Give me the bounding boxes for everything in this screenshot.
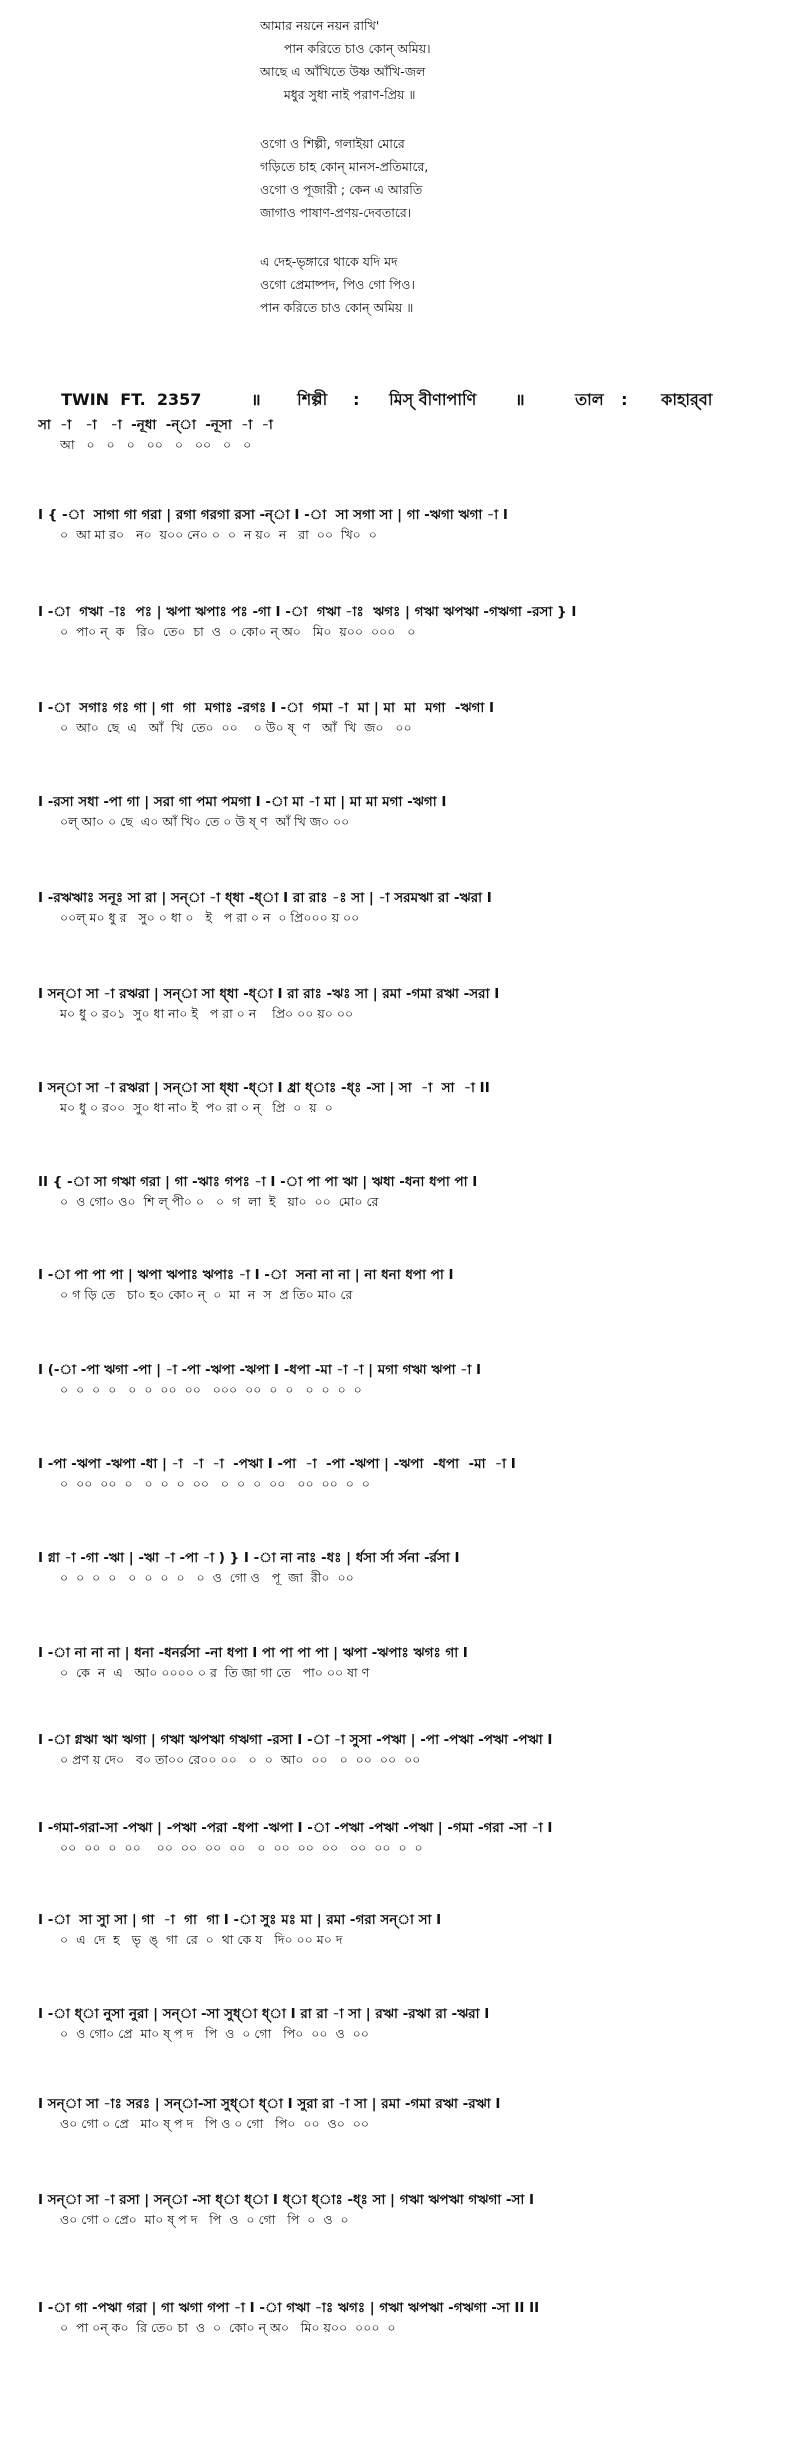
syllable-line: ০ ও গো০ ও০ শি ল্ পী০ ০ ০ গ লা ই য়া০ ০০ মো০ রে: [60, 1194, 379, 1209]
swara-line: I -া সগাঃ গঃ গা | গা গা মগাঃ -রগঃ I -া গমা -া মা | মা মা মগা -ঋগা I: [38, 700, 494, 716]
syllable-line: ০ পা ০ন্ ক০ রি তে০ চা ও ০ কো০ ন্ অ০ মি০ য়০০ ০০০ ০: [60, 2320, 396, 2335]
lyrics-stanza-1: [260, 14, 760, 106]
swara-line: I -া গা -পঋা গরা | গা ঋগা গপা -া I -া গঋা -াঃ ঋগঃ | গঋা ঋপঋা -গঋগা -সা II II: [38, 2300, 540, 2316]
syllable-line: ০০ল্ ম০ ধু র সু০ ০ ধা ০ ই প রা ০ ন ০ প্রি০০০ য় ০০: [60, 910, 360, 925]
lyric-line: জাগাও পাষাণ-প্রণয়-দেবতারে।: [260, 205, 412, 220]
notation-row: [38, 1454, 778, 1494]
lyrics-stanza-2: [260, 132, 760, 224]
syllable-line: ০ ০ ০ ০ ০ ০ ০০ ০০ ০০০ ০০ ০ ০ ০ ০ ০ ০: [60, 1382, 362, 1397]
notation-row: [38, 505, 778, 545]
swara-line: I -গমা-গরা-সা -পঋা | -পঋা -পরা -ধপা -ঋপা I -া -পঋা -পঋা -পঋা | -গমা -গরা -সা -া I: [38, 1820, 553, 1836]
tala-label: তাল: [575, 390, 604, 409]
lyric-line: এ দেহ-ভৃঙ্গারে থাকে যদি মদ: [260, 254, 398, 269]
notation-row: [38, 1172, 778, 1212]
notation-row: [38, 602, 778, 642]
syllable-line: ০ আ মা র০ ন০ য়০০ নে০ ০ ০ ন য়০ ন রা ০০ খি০ ০: [60, 527, 377, 542]
syllable-line: ০ গ ড়ি তে চা০ হ০ কো০ ন্ ০ মা ন স প্র তি০ মা০ রে: [60, 1287, 353, 1302]
lyric-line: ওগো ও শিল্পী, গলাইয়া মোরে: [260, 136, 405, 151]
song-lyrics-block: [260, 14, 760, 345]
lyric-line: মধুর সুধা নাই পরাণ-প্রিয় ॥: [260, 87, 416, 102]
tala-name: কাহার্‌বা: [661, 390, 713, 409]
syllable-line: ০ ০ ০ ০ ০ ০ ০ ০ ০ ও গো ও পূ জা রী০ ০০: [60, 1570, 354, 1585]
notation-row: [38, 1078, 778, 1118]
notation-row: [38, 1265, 778, 1305]
syllable-line: ও০ গো ০ প্রে০ মা০ ষ্ প দ পি ও ০ গো পি ০ ও ০: [60, 2212, 349, 2227]
swara-line: I -া ধ্া নুসা নুরা | সন্া -সা সুধ্া ধ্া I রা রা -া সা | রঋা -রঋা রা -ঋরা I: [38, 2006, 490, 2022]
syllable-line: ম০ ধু ০ র০১ সু০ ধা না০ ই প রা ০ ন প্রি০ ০০ য়০ ০০: [60, 1006, 354, 1021]
syllable-line: ০ প্রণ য় দে০ ব০ তা০০ রে০০ ০০ ০ ০ আ০ ০০ ০ ০০ ০০ ০০: [60, 1752, 421, 1767]
separator: :: [353, 390, 360, 409]
syllable-line: ০ আ০ ছে এ আঁ খি তে০ ০০ ০ উ০ ষ্ ণ আঁ খি জ০ ০০: [60, 720, 412, 735]
syllable-line: ০ পা০ ন্ ক রি০ তে০ চা ও ০ কো০ ন্ অ০ মি০ য়০০ ০০০ ০: [60, 624, 416, 639]
lyric-line: গড়িতে চাহ কোন্ মানস-প্রতিমারে,: [260, 159, 429, 174]
syllable-line: ও০ গো ০ প্রে মা০ ষ্ প দ পি ও ০ গো পি০ ০০ ও০ ০০: [60, 2116, 370, 2131]
swara-line: I { -া সাগা গা গরা | রগা গরগা রসা -ন্া I -া সা সগা সা | গা -ঋগা ঋগা -া I: [38, 507, 508, 523]
swara-line: I -া না না না | ধনা -ধনর্রসা -না ধপা I পা পা পা পা | ঋপা -ঋপাঃ ঋগঃ গা I: [38, 1645, 468, 1661]
separator: ॥: [251, 390, 261, 409]
notation-row: [38, 2190, 778, 2230]
record-number: TWIN FT. 2357: [61, 390, 202, 409]
swara-line: I -া গ্নঋা ঋা ঋগা | গঋা ঋপঋা গঋগা -রসা I -া -া সুসা -পঋা | -পা -পঋা -পঋা -পঋা I: [38, 1732, 553, 1748]
notation-row: [38, 1643, 778, 1683]
notation-row: [38, 1730, 778, 1770]
syllable-line: ০ল্ আ০ ০ ছে এ০ আঁ খি০ তে ০ উ ষ্ ণ আঁ খি জ০ ০০: [60, 814, 350, 829]
notation-row: [38, 2094, 778, 2134]
swara-line: সা -া -া -া -নূধা -ন্া -নূসা -া -া: [38, 417, 273, 433]
notation-row: [38, 415, 778, 455]
notation-row: [38, 2298, 778, 2338]
notation-row: [38, 792, 778, 832]
notation-row: [38, 1910, 778, 1950]
notation-row: [38, 888, 778, 928]
artist-name: মিস্ বীণাপাণি: [389, 390, 477, 409]
syllable-line: ০ এ দে হ ভৃ ঙ্ গা রে ০ থা কে য দি০ ০০ ম০ দ: [60, 1932, 343, 1947]
separator: :: [621, 390, 628, 409]
swara-line: I (-া -পা ঋগা -পা | -া -পা -ঋপা -ঋপা I -ধপা -মা -া -া | মগা গঋা ঋপা -া I: [38, 1362, 482, 1378]
swara-line: I -া গঋা -াঃ পঃ | ঋপা ঋপাঃ পঃ -গা I -া গঋা -াঃ ঋগঃ | গঋা ঋপঋা -গঋগা -রসা } I: [38, 604, 577, 620]
syllable-line: ০০ ০০ ০ ০০ ০০ ০০ ০০ ০০ ০ ০০ ০০ ০০ ০০ ০০ ০ ০: [60, 1840, 423, 1855]
notation-row: [38, 698, 778, 738]
swara-line: I সন্া সা -া রঋরা | সন্া সা ধ্ধা -ধ্া I ধ্রা ধ্াঃ -ধ্ঃ -সা | সা -া সা -া II: [38, 1080, 490, 1096]
notation-row: [38, 2004, 778, 2044]
record-header: [50, 368, 770, 414]
lyric-line: আছে এ আঁখিতে উষ্ণ আঁখি-জল: [260, 64, 426, 79]
swara-line: I সন্া সা -া রঋরা | সন্া সা ধ্ধা -ধ্া I রা রাঃ -ঋঃ সা | রমা -গমা রঋা -সরা I: [38, 986, 500, 1002]
lyric-line: ওগো ও পূজারী ; কেন এ আরতি: [260, 182, 423, 197]
swara-line: I -রঋঋাঃ সনূঃ সা রা | সন্া -া ধ্ধা -ধ্া I রা রাঃ -ঃ সা | -া সরমঋা রা -ঋরা I: [38, 890, 492, 906]
swara-line: I -া পা পা পা | ঋপা ঋপাঃ ঋপাঃ -া I -া সনা না না | না ধনা ধপা পা I: [38, 1267, 454, 1283]
lyrics-stanza-3: [260, 250, 760, 319]
notation-row: [38, 1548, 778, 1588]
swara-line: II { -া সা গঋা গরা | গা -ঋাঃ গপঃ -া I -া পা পা ঋা | ঋধা -ধনা ধপা পা I: [38, 1174, 478, 1190]
swara-line: I -রসা সধা -পা গা | সরা গা পমা পমগা I -া মা -া মা | মা মা মগা -ঋগা I: [38, 794, 447, 810]
lyric-line: ওগো প্রেমাষ্পদ, পিও গো পিও।: [260, 277, 415, 292]
syllable-line: ০ ০০ ০০ ০ ০ ০ ০ ০০ ০ ০ ০ ০০ ০০ ০০ ০ ০: [60, 1476, 370, 1491]
notation-row: [38, 984, 778, 1024]
separator: ॥: [515, 390, 525, 409]
lyric-line: পান করিতে চাও কোন্ অমিয়।: [260, 41, 431, 56]
syllable-line: ০ কে ন এ আ০ ০০০০ ০ র তি জা গা তে পা০ ০০ ষা ণ: [60, 1665, 370, 1680]
swara-line: I সন্া সা -া রসা | সন্া -সা ধ্া ধ্া I ধ্া ধ্াঃ -ধ্ঃ সা | গঋা ঋপঋা গঋগা -সা I: [38, 2192, 535, 2208]
syllable-line: আ ০ ০ ০ ০০ ০ ০০ ০ ০: [60, 437, 252, 452]
artist-label: শিল্পী: [297, 390, 328, 409]
lyric-line: আমার নয়নে নয়ন রাখি': [260, 18, 380, 33]
swara-line: I -া সা সুা সা | গা -া গা গা I -া সুঃ মঃ মা | রমা -গরা সন্া সা I: [38, 1912, 442, 1928]
notation-row: [38, 1818, 778, 1858]
syllable-line: ম০ ধু ০ র০০ সু০ ধা না০ ই প০ রা ০ ন্ প্রি ০ য় ০: [60, 1100, 333, 1115]
swara-line: I গ্না -া -গা -ঋা | -ঋা -া -পা -া ) } I -া না নাঃ -ধঃ | র্ধসা র্সা র্সনা -র্রসা I: [38, 1550, 460, 1566]
swara-line: I -পা -ঋপা -ঋপা -ধা | -া -া -া -পঋা I -পা -া -পা -ঋপা | -ঋপা -ধপা -মা -া I: [38, 1456, 516, 1472]
syllable-line: ০ ও গো০ প্রে মা০ ষ্ প দ পি ও ০ গো পি০ ০০ ও ০০: [60, 2026, 369, 2041]
lyric-line: পান করিতে চাও কোন্ অমিয় ॥: [260, 300, 414, 315]
notation-row: [38, 1360, 778, 1400]
swara-line: I সন্া সা -াঃ সরঃ | সন্া-সা সুধ্া ধ্া I সুরা রা -া সা | রমা -গমা রঋা -রঋা I: [38, 2096, 501, 2112]
